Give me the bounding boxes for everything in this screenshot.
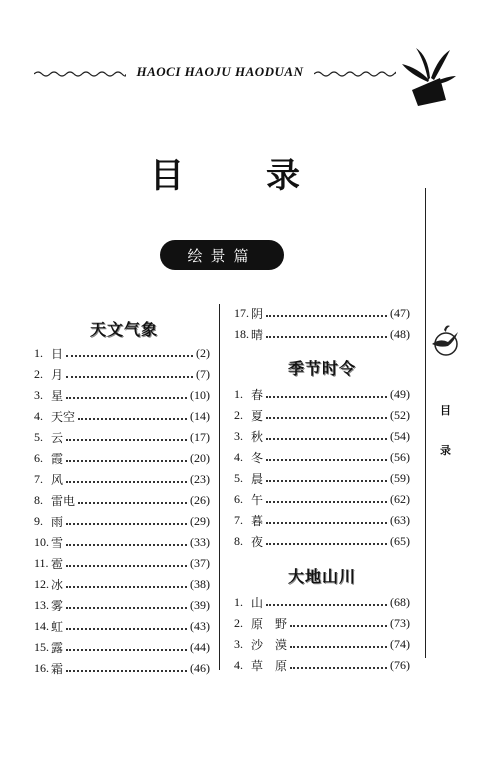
toc-entry[interactable]: 3. 秋 (54) <box>234 429 410 444</box>
page-title <box>150 148 300 197</box>
toc-entry[interactable]: 16. 霜 (46) <box>34 661 210 676</box>
page-title-right: 录 <box>266 156 300 196</box>
toc-entry[interactable]: 7. 暮 (63) <box>234 513 410 528</box>
toc-entry[interactable]: 1. 山 (68) <box>234 595 410 610</box>
toc-entry[interactable]: 18. 晴 (48) <box>234 327 410 342</box>
toc-entry[interactable]: 10. 雪 (33) <box>34 535 210 550</box>
toc-entry[interactable]: 17. 阴 (47) <box>234 306 410 321</box>
section-heading-weather: 天文气象 <box>89 320 158 339</box>
toc-entry[interactable]: 2. 月 (7) <box>34 367 210 382</box>
toc-list-seasons <box>234 384 410 552</box>
toc-entry[interactable]: 5. 云 (17) <box>34 430 210 445</box>
header-left-ornament <box>34 70 126 78</box>
toc-entry[interactable]: 15. 露 (44) <box>34 640 210 655</box>
toc-entry[interactable]: 3. 星 (10) <box>34 388 210 403</box>
toc-list-weather <box>34 343 210 679</box>
toc-entry[interactable]: 14. 虹 (43) <box>34 619 210 634</box>
section-heading-seasons: 季节时令 <box>287 359 356 378</box>
toc-entry[interactable]: 8. 雷电 (26) <box>34 493 210 508</box>
section-heading-landscapes: 大地山川 <box>287 567 356 586</box>
toc-entry[interactable]: 4. 天空 (14) <box>34 409 210 424</box>
toc-entry[interactable]: 3. 沙 漠 (74) <box>234 637 410 652</box>
plant-with-leaves-icon <box>398 40 458 108</box>
toc-entry[interactable]: 2. 原 野 (73) <box>234 616 410 631</box>
toc-entry[interactable]: 9. 雨 (29) <box>34 514 210 529</box>
toc-list-weather-continued <box>234 303 410 345</box>
header-right-ornament <box>314 70 396 78</box>
toc-entry[interactable]: 4. 草 原 (76) <box>234 658 410 673</box>
bird-emblem-icon <box>428 322 460 362</box>
toc-entry[interactable]: 5. 晨 (59) <box>234 471 410 486</box>
toc-entry[interactable]: 13. 雾 (39) <box>34 598 210 613</box>
column-divider <box>219 304 220 670</box>
side-tab-bottom: 录 <box>440 444 451 457</box>
toc-entry[interactable]: 8. 夜 (65) <box>234 534 410 549</box>
toc-entry[interactable]: 7. 风 (23) <box>34 472 210 487</box>
toc-entry[interactable]: 6. 午 (62) <box>234 492 410 507</box>
chapter-label: 绘景篇 <box>160 240 284 270</box>
toc-list-landscapes <box>234 592 410 676</box>
page-title-left: 目 <box>150 156 184 196</box>
toc-entry[interactable]: 1. 日 (2) <box>34 346 210 361</box>
side-tab-top: 目 <box>440 404 451 417</box>
page-edge-line <box>425 188 426 658</box>
toc-entry[interactable]: 4. 冬 (56) <box>234 450 410 465</box>
toc-entry[interactable]: 1. 春 (49) <box>234 387 410 402</box>
toc-entry[interactable]: 11. 雹 (37) <box>34 556 210 571</box>
toc-entry[interactable]: 2. 夏 (52) <box>234 408 410 423</box>
toc-entry[interactable]: 12. 冰 (38) <box>34 577 210 592</box>
running-header-title: HAOCI HAOJU HAODUAN <box>136 64 304 79</box>
toc-entry[interactable]: 6. 霞 (20) <box>34 451 210 466</box>
